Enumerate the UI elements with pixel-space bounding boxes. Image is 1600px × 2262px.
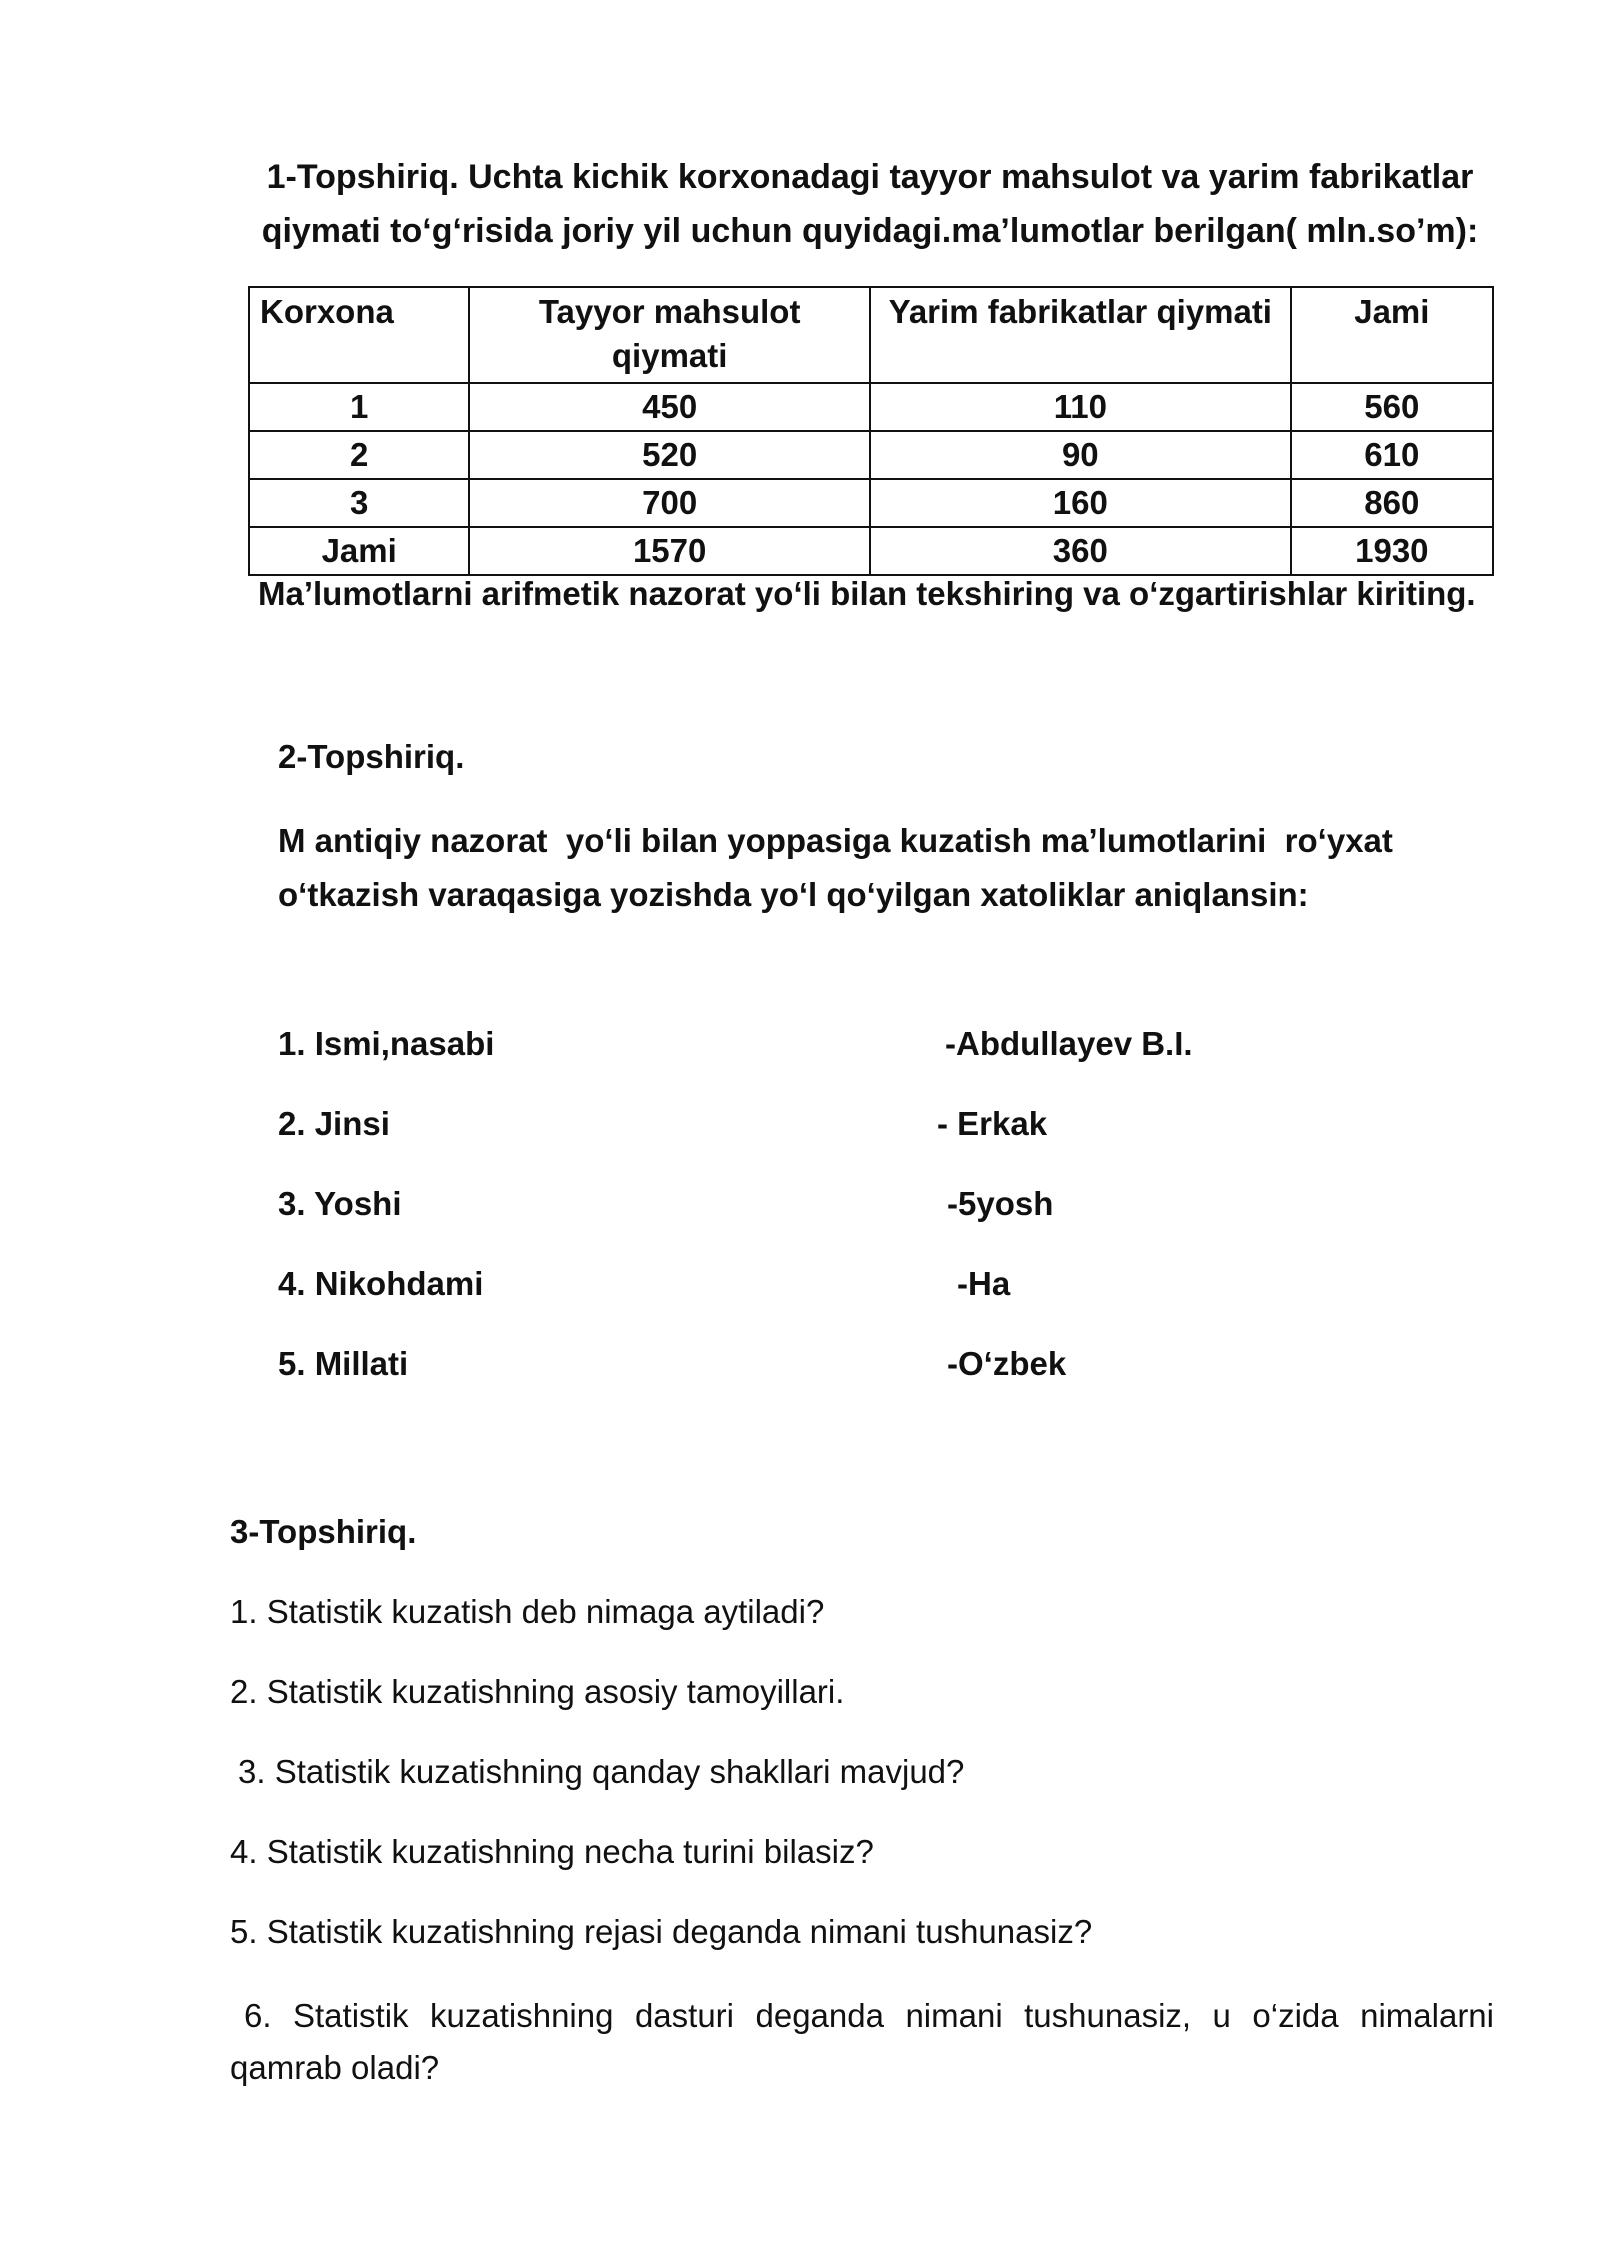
field-label-jinsi: 2. Jinsi: [278, 1105, 390, 1142]
table-cell: 110: [870, 383, 1291, 431]
field-value-nikohdami: -Ha: [957, 1265, 1011, 1302]
question-3: 3. Statistik kuzatishning qanday shakllari mavjud?: [238, 1753, 965, 1790]
field-label-ismi: 1. Ismi,nasabi: [278, 1025, 495, 1062]
table-cell: 860: [1291, 479, 1493, 527]
header-korxona: Korxona: [249, 287, 469, 383]
table-cell: 1930: [1291, 527, 1493, 575]
task2-instruction-line1: M antiqiy nazorat yo‘li bilan yoppasiga kuzatish ma’lumotlarini ro‘yxat: [278, 822, 1393, 859]
question-2: 2. Statistik kuzatishning asosiy tamoyillari.: [230, 1673, 845, 1710]
field-label-yoshi: 3. Yoshi: [278, 1185, 402, 1222]
task2-instruction-line2: o‘tkazish varaqasiga yozishda yo‘l qo‘yilgan xatoliklar aniqlansin:: [278, 876, 1309, 913]
question-6-line1: 6. Statistik kuzatishning dasturi deganda nimani tushunasiz, u o‘zida nimalarni: [244, 1997, 1494, 2034]
field-value-yoshi: -5yosh: [947, 1185, 1054, 1222]
question-4: 4. Statistik kuzatishning necha turini bilasiz?: [230, 1833, 874, 1870]
table-cell: 2: [249, 431, 469, 479]
field-value-jinsi: - Erkak: [937, 1105, 1048, 1142]
table-cell: 1: [249, 383, 469, 431]
task2-instruction: [278, 814, 1438, 922]
table-cell: 520: [469, 431, 870, 479]
table-cell: 1570: [469, 527, 870, 575]
field-value-ismi: -Abdullayev B.I.: [945, 1025, 1193, 1062]
table-cell: 3: [249, 479, 469, 527]
task2-title: 2-Topshiriq.: [278, 738, 465, 775]
table-cell: 610: [1291, 431, 1493, 479]
table-header-row: [249, 287, 1493, 383]
table-cell: 360: [870, 527, 1291, 575]
question-5: 5. Statistik kuzatishning rejasi deganda nimani tushunasiz?: [230, 1913, 1093, 1950]
task1-instruction: Ma’lumotlarni arifmetik nazorat yo‘li bilan tekshiring va o‘zgartirishlar kiriting.: [258, 575, 1476, 612]
table-cell: Jami: [249, 527, 469, 575]
question-6: [230, 1990, 1494, 2094]
table-row: [249, 431, 1493, 479]
table-row: [249, 479, 1493, 527]
question-6-line2: qamrab oladi?: [230, 2049, 440, 2086]
table-cell: 90: [870, 431, 1291, 479]
table-row: [249, 383, 1493, 431]
task1-heading: [230, 150, 1510, 258]
task1-heading-line1: 1-Topshiriq. Uchta kichik korxonadagi tayyor mahsulot va yarim fabrikatlar: [266, 158, 1474, 196]
table-cell: 450: [469, 383, 870, 431]
task3-title: 3-Topshiriq.: [230, 1513, 417, 1550]
header-yarim-fabrikatlar: Yarim fabrikatlar qiymati: [870, 287, 1291, 383]
table-cell: 160: [870, 479, 1291, 527]
field-label-millati: 5. Millati: [278, 1345, 409, 1382]
header-jami: Jami: [1291, 287, 1493, 383]
enterprise-value-table: [248, 286, 1494, 576]
task1-heading-line2: qiymati to‘g‘risida joriy yil uchun quyidagi.ma’lumotlar berilgan( mln.so’m):: [261, 212, 1479, 250]
table-cell: 700: [469, 479, 870, 527]
field-value-millati: -O‘zbek: [947, 1345, 1067, 1382]
table-total-row: [249, 527, 1493, 575]
header-tayyor-mahsulot: Tayyor mahsulot qiymati: [469, 287, 870, 383]
table-cell: 560: [1291, 383, 1493, 431]
question-1: 1. Statistik kuzatish deb nimaga aytiladi?: [230, 1593, 825, 1630]
field-label-nikohdami: 4. Nikohdami: [278, 1265, 484, 1302]
